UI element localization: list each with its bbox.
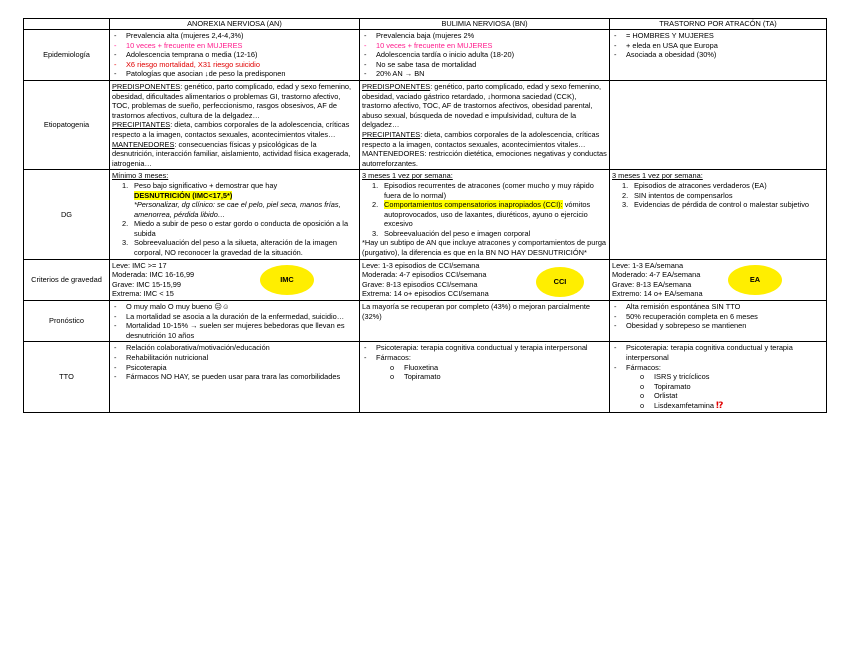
pronostico-ta [610, 301, 827, 342]
precipitantes-an [112, 120, 357, 139]
list-item: - Psicoterapia [112, 363, 357, 373]
list-item: - Relación colaborativa/motivación/educación [112, 343, 357, 353]
row-epidemiologia [24, 30, 827, 81]
severity-line: Leve: 1-3 EA/semana [612, 260, 684, 270]
predisponentes-label: PREDISPONENTES [112, 81, 181, 91]
item-text: SIN intentos de compensarlos [634, 190, 733, 200]
severity-line: Grave: IMC 15-15,99 [112, 279, 182, 289]
row-label-epidemiologia: Epidemiología [24, 30, 110, 81]
mantenedores-bn: MANTENEDORES: restricción dietética, emociones negativas y conductas autorreforzantes. [362, 149, 607, 168]
list-item: - Adolescencia temprana o media (12-16) [112, 50, 357, 60]
item-number: 3. [372, 228, 379, 238]
list-item: - Fármacos: [612, 363, 824, 373]
drug-item: o Topiramato [612, 382, 824, 392]
predisponentes-text: : genético, parto complicado, edad y sexo femenino, obesidad, dificultades alimentarios o problemas GI, trastorno afectivo, TOC, problemas de sueño, perfeccionismo, rasgos obsesivos, AF de trastornos afectivos, cultura de la delgadez… [112, 81, 352, 120]
list-item: - Adolescencia tardía o inicio adulta (18-20) [362, 50, 607, 60]
list-item: - Prevalencia alta (mujeres 2,4-4,3%) [112, 31, 357, 41]
item-text: Episodios de atracones verdaderos (EA) [634, 180, 767, 190]
list-item: - + eleda en USA que Europa [612, 41, 824, 51]
list-item: - Mortalidad 10-15% → suelen ser mujeres bebedoras que llevan es desnutrición 10 años [112, 321, 357, 340]
row-gravedad [24, 259, 827, 300]
gravedad-ta [610, 259, 827, 300]
list-item: - Obesidad y sobrepeso se mantienen [612, 321, 824, 331]
list-item [612, 191, 824, 201]
item-text: Sobreevaluación del peso e imagen corporal [384, 228, 531, 238]
list-item: - Fármacos: [362, 353, 607, 363]
item-text: Sobreevaluación del peso a la silueta, alteración de la imagen corporal, NO reconocer la gravedad de la situación. [134, 238, 337, 258]
highlight-text: DESNUTRICIÓN (IMC<17,5*) [134, 190, 233, 200]
drug-item: o Fluoxetina [362, 363, 607, 373]
severity-line: Grave: 8-13 episodios CCI/semana [362, 279, 478, 289]
header-ta: TRASTORNO POR ATRACÓN (TA) [610, 19, 827, 30]
item-number: 2. [622, 190, 629, 200]
mantenedores-an [112, 140, 357, 169]
drug-item [612, 401, 824, 411]
list-item [362, 200, 607, 229]
row-etiopatogenia [24, 80, 827, 169]
epidemiologia-an [110, 30, 360, 81]
item-number: 2. [122, 219, 129, 229]
etiopatogenia-ta [610, 80, 827, 169]
item-number: 1. [622, 180, 629, 190]
exclamation-question-icon: ⁉ [716, 399, 724, 410]
item-text: vómitos autoprovocados, uso de laxantes, diuréticos, ayuno o ejercicio excesivo [384, 200, 591, 229]
gravedad-bn [360, 259, 610, 300]
dg-note: *Hay un subtipo de AN que incluye atracones y comportamientos de purga (purgativo), la diferencia es que en la BN NO HAY DESNUTRICIÓN* [362, 238, 607, 258]
epidemiologia-bn [360, 30, 610, 81]
severity-line: Extrema: IMC < 15 [112, 289, 174, 299]
severity-line: Extremo: 14 o+ EA/semana [612, 289, 703, 299]
header-bn: BULIMIA NERVIOSA (BN) [360, 19, 610, 30]
list-item: - 10 veces + frecuente en MUJERES [362, 41, 607, 51]
list-item: - Psicoterapia: terapia cognitiva conductual y terapia interpersonal [612, 343, 824, 362]
item-number: 1. [122, 180, 129, 190]
highlight-text: Comportamientos compensatorios inapropiados (CCI): [384, 200, 563, 210]
comparison-table [23, 18, 827, 413]
etiopatogenia-bn [360, 80, 610, 169]
precipitantes-text: : dieta, cambios corporales de la adolescencia, críticas respecto a la imagen, contactos sexuales, acontecimientos vitales… [112, 120, 350, 139]
tto-bn [360, 342, 610, 412]
predisponentes-label: PREDISPONENTES [362, 81, 431, 91]
pronostico-bn: La mayoría se recuperan por completo (43%) o mejoran parcialmente (32%) [360, 301, 610, 342]
pronostico-an [110, 301, 360, 342]
note-text: *Personalizar, dg clínico: se cae el pelo, piel seca, manos frías, amenorrea, pérdida libido… [134, 200, 341, 219]
severity-line: Moderado: 4-7 EA/semana [612, 270, 701, 280]
mantenedores-text: : consecuencias físicas y psicológicas de la desnutrición, interacción familiar, aislamiento, actividad física exagerada, iatrogenia… [112, 139, 351, 168]
list-item: - No se sabe tasa de mortalidad [362, 60, 607, 70]
list-item [612, 200, 824, 210]
predisponentes-text: : genético, parto complicado, edad y sexo femenino, obesidad, vaciado gástrico retardado, ↓hormona saciedad (CCK), trastorno afectivo, TOC, AF de trastornos afectivos, obesidad parental, abuso sexual, búsqueda de novedad e impulsividad, cultura de la delgadez… [362, 81, 602, 130]
row-tto [24, 342, 827, 412]
list-item [112, 181, 357, 219]
mantenedores-label: MANTENEDORES [112, 139, 175, 149]
row-label-pronostico: Pronóstico [24, 301, 110, 342]
ea-badge: EA [728, 265, 782, 295]
drug-item: o Topiramato [362, 372, 607, 382]
row-dg [24, 170, 827, 259]
dg-title: 3 meses 1 vez por semana: [612, 171, 703, 181]
precipitantes-label: PRECIPITANTES [362, 129, 421, 139]
list-item [362, 181, 607, 200]
item-number: 1. [372, 180, 379, 190]
row-label-dg: DG [24, 170, 110, 259]
list-item: - O muy malo O muy bueno ☹☺ [112, 302, 357, 312]
item-text: Episodios recurrentes de atracones (comer mucho y muy rápido fuera de lo normal) [384, 180, 594, 200]
gravedad-an [110, 259, 360, 300]
dg-title: 3 meses 1 vez por semana: [362, 171, 453, 181]
list-item: - 50% recuperación completa en 6 meses [612, 312, 824, 322]
severity-line: Moderada: 4-7 episodios CCI/semana [362, 270, 487, 280]
item-text: Miedo a subir de peso o estar gordo o conducta de oposición a la subida [134, 219, 349, 238]
severity-line: Grave: 8-13 EA/semana [612, 279, 692, 289]
row-label-tto: TTO [24, 342, 110, 412]
tto-an [110, 342, 360, 412]
severity-line: Leve: IMC >= 17 [112, 260, 167, 270]
severity-line: Moderada: IMC 16-16,99 [112, 270, 195, 280]
imc-badge: IMC [260, 265, 314, 295]
drug-item: o Orlistat [612, 391, 824, 401]
item-number: 3. [622, 200, 629, 210]
item-text: Evidencias de pérdida de control o malestar subjetivo [634, 200, 810, 210]
row-label-gravedad: Criterios de gravedad [24, 259, 110, 300]
list-item: - Rehabilitación nutricional [112, 353, 357, 363]
list-item: - Patologías que asocian ↓de peso la predisponen [112, 69, 357, 79]
list-item: - Fármacos NO HAY, se pueden usar para trara las comorbilidades [112, 372, 357, 382]
list-item [112, 238, 357, 257]
drug-name: Lisdexamfetamina [654, 400, 714, 410]
drug-item: o ISRS y tricíclicos [612, 372, 824, 382]
list-item: - 20% AN → BN [362, 69, 607, 79]
cci-badge: CCI [536, 267, 584, 297]
severity-line: Leve: 1-3 episodios de CCI/semana [362, 260, 480, 270]
list-item [112, 219, 357, 238]
list-item [612, 181, 824, 191]
dg-an [110, 170, 360, 259]
dg-bn [360, 170, 610, 259]
list-item: - 10 veces + frecuente en MUJERES [112, 41, 357, 51]
precipitantes-bn [362, 130, 607, 149]
tto-ta [610, 342, 827, 412]
severity-line: Extrema: 14 o+ episodios CCI/semana [362, 289, 489, 299]
item-text: Peso bajo significativo + demostrar que hay [134, 180, 278, 190]
predisponentes-an [112, 82, 357, 120]
header-row [24, 19, 827, 30]
corner-cell [24, 19, 110, 30]
list-item: - La mortalidad se asocia a la duración de la enfermedad, suicidio… [112, 312, 357, 322]
dg-title: Mínimo 3 meses: [112, 171, 169, 181]
list-item: - = HOMBRES Y MUJERES [612, 31, 824, 41]
precipitantes-text: : dieta, cambios corporales de la adolescencia, críticas respecto a la imagen, contactos sexuales, acontecimientos vitales… [362, 129, 600, 149]
predisponentes-bn [362, 82, 607, 130]
list-item [362, 229, 607, 239]
epidemiologia-ta [610, 30, 827, 81]
row-pronostico [24, 301, 827, 342]
list-item: - Alta remisión espontánea SIN TTO [612, 302, 824, 312]
header-an: ANOREXIA NERVIOSA (AN) [110, 19, 360, 30]
etiopatogenia-an [110, 80, 360, 169]
list-item: - Psicoterapia: terapia cognitiva conductual y terapia interpersonal [362, 343, 607, 353]
item-number: 3. [122, 238, 129, 248]
dg-ta [610, 170, 827, 259]
list-item: - Asociada a obesidad (30%) [612, 50, 824, 60]
item-number: 2. [372, 200, 379, 210]
list-item: - Prevalencia baja (mujeres 2% [362, 31, 607, 41]
list-item: - X6 riesgo mortalidad, X31 riesgo suicidio [112, 60, 357, 70]
row-label-etiopatogenia: Etiopatogenia [24, 80, 110, 169]
precipitantes-label: PRECIPITANTES [112, 120, 171, 130]
